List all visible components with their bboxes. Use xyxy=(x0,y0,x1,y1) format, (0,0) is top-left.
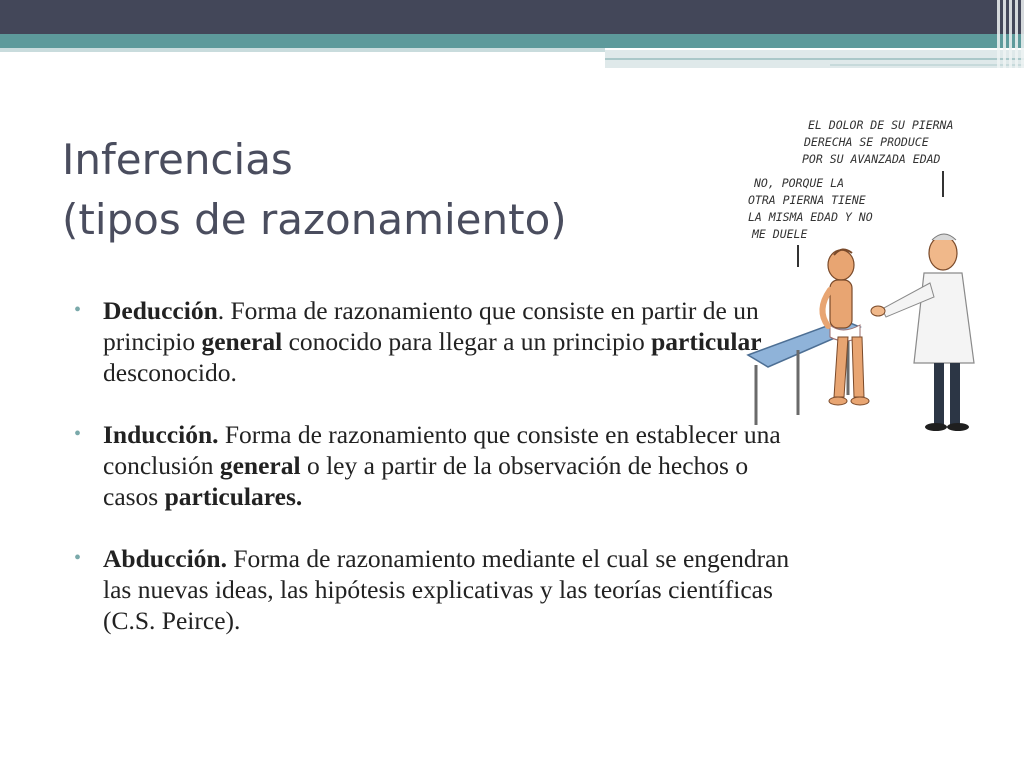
bullet-dot-icon: • xyxy=(74,547,82,569)
doctor-patient-cartoon xyxy=(738,105,1000,440)
bullet-text: desconocido. xyxy=(103,358,237,387)
bullet-text: Forma de razonamiento que consiste en establecer una conclusión xyxy=(103,420,781,480)
bullet-text: . Forma de razonamiento que consiste en partir de un principio xyxy=(103,296,759,356)
bullet-dot-icon: • xyxy=(74,299,82,321)
slide-title-line-1: Inferencias xyxy=(62,135,293,184)
corner-stripes xyxy=(990,0,1024,68)
bullet-deduccion xyxy=(74,295,794,388)
patient-speech-line-1: NO, PORQUE LA xyxy=(754,176,845,190)
bullet-term: Abducción. xyxy=(103,544,227,573)
bullet-abduccion xyxy=(74,543,794,636)
bullet-dot-icon: • xyxy=(74,423,82,445)
patient-speech-line-2: OTRA PIERNA TIENE xyxy=(748,193,866,207)
top-band-teal xyxy=(0,34,1024,48)
top-band-right-line xyxy=(605,58,1024,60)
doctor-speech-line-2: DERECHA SE PRODUCE xyxy=(804,135,929,149)
bullet-emphasis: general xyxy=(219,451,301,480)
patient-speech-line-3: LA MISMA EDAD Y NO xyxy=(748,210,873,224)
top-band-light xyxy=(0,48,605,52)
patient-figure xyxy=(822,249,869,405)
bullet-term: Deducción xyxy=(103,296,218,325)
doctor-speech-line-3: POR SU AVANZADA EDAD xyxy=(802,152,941,166)
doctor-figure xyxy=(871,234,974,431)
bullet-text: o ley a partir de la observación de hechos o casos xyxy=(103,451,749,511)
patient-speech-line-4: ME DUELE xyxy=(752,227,808,241)
bullet-list xyxy=(74,295,794,667)
slide-title xyxy=(62,130,702,250)
slide-title-line-2: (tipos de razonamiento) xyxy=(62,195,567,244)
top-band-dark xyxy=(0,0,1024,34)
bullet-emphasis: particulares. xyxy=(164,482,303,511)
bullet-text: conocido para llegar a un principio xyxy=(282,327,652,356)
bullet-induccion xyxy=(74,419,794,512)
doctor-speech-line-1: EL DOLOR DE SU PIERNA xyxy=(808,118,954,132)
bullet-emphasis: particular xyxy=(651,327,762,356)
bullet-text: Forma de razonamiento mediante el cual se engendran las nuevas ideas, las hipótesis explicativas y las teorías científicas (C.S. Peirce). xyxy=(103,544,790,635)
bullet-emphasis: general xyxy=(201,327,283,356)
bullet-term: Inducción. xyxy=(103,420,219,449)
